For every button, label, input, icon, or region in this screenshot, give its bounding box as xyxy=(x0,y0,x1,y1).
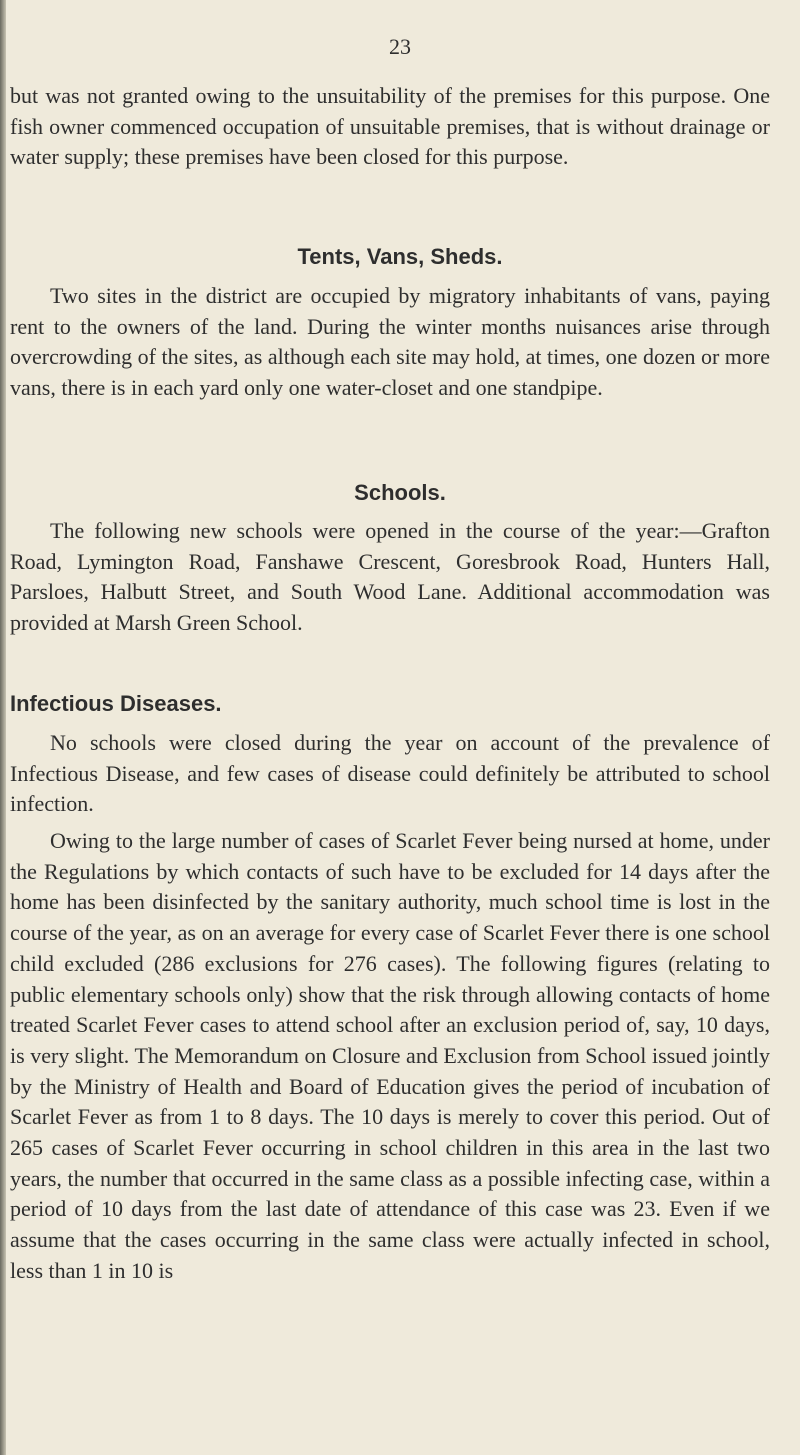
page-number: 23 xyxy=(389,34,411,59)
page-binding-edge xyxy=(0,0,6,1455)
schools-paragraph: The following new schools were opened in the course of the year:—Grafton Road, Lymington Road, Fanshawe Crescent, Goresbrook Road, Hunters Hall, Parsloes, Halbutt Street, and South Wood Lane. Additional accommodation was provided at Marsh Green School. xyxy=(10,518,770,636)
tents-paragraph: Two sites in the district are occupied by migratory inhabitants of vans, paying rent to the owners of the land. During the winter months nuisances arise through overcrowding of the sites, as although each site may hold, at times, one dozen or more vans, there is in each yard only one water-closet and one standpipe. xyxy=(10,283,771,401)
schools-section xyxy=(10,516,770,639)
intro-paragraph: but was not granted owing to the unsuitability of the premises for this purpose. One fish owner commenced occupation of unsuitable premises, that is without drainage or water supply; these premises have been closed for this purpose. xyxy=(10,83,770,170)
schools-heading: Schools. xyxy=(354,480,446,505)
infectious-heading: Infectious Diseases. xyxy=(10,691,222,716)
infectious-paragraph-1: No schools were closed during the year on account of the prevalence of Infectious Disease, and few cases of disease could definitely be attributed to school infection. xyxy=(10,730,770,817)
tents-section xyxy=(10,281,770,404)
tents-heading: Tents, Vans, Sheds. xyxy=(297,244,503,269)
intro-section xyxy=(10,81,770,173)
infectious-paragraph-2: Owing to the large number of cases of Scarlet Fever being nursed at home, under the Regulations by which contacts of such have to be excluded for 14 days after the home has been disinfected by the sanitary authority, much school time is lost in the course of the year, as on an average for every case of Scarlet Fever there is one school child excluded (286 exclusions for 276 cases). The following figures (relating to public elementary schools only) show that the risk through allowing contacts of home treated Scarlet Fever cases to attend school after an exclusion period of, say, 10 days, is very slight. The Memorandum on Closure and Exclusion from School issued jointly by the Ministry of Health and Board of Education gives the period of incubation of Scarlet Fever as from 1 to 8 days. The 10 days is merely to cover this period. Out of 265 cases of Scarlet Fever occurring in school children in this area in the last two years, the number that occurred in the same class as a possible infecting case, within a period of 10 days from the last date of attendance of this case was 23. Even if we assume that the cases occurring in the same class were actually infected in school, less than 1 in 10 is xyxy=(10,828,770,1283)
infectious-section xyxy=(10,728,770,820)
infectious-section-2 xyxy=(10,826,770,1287)
